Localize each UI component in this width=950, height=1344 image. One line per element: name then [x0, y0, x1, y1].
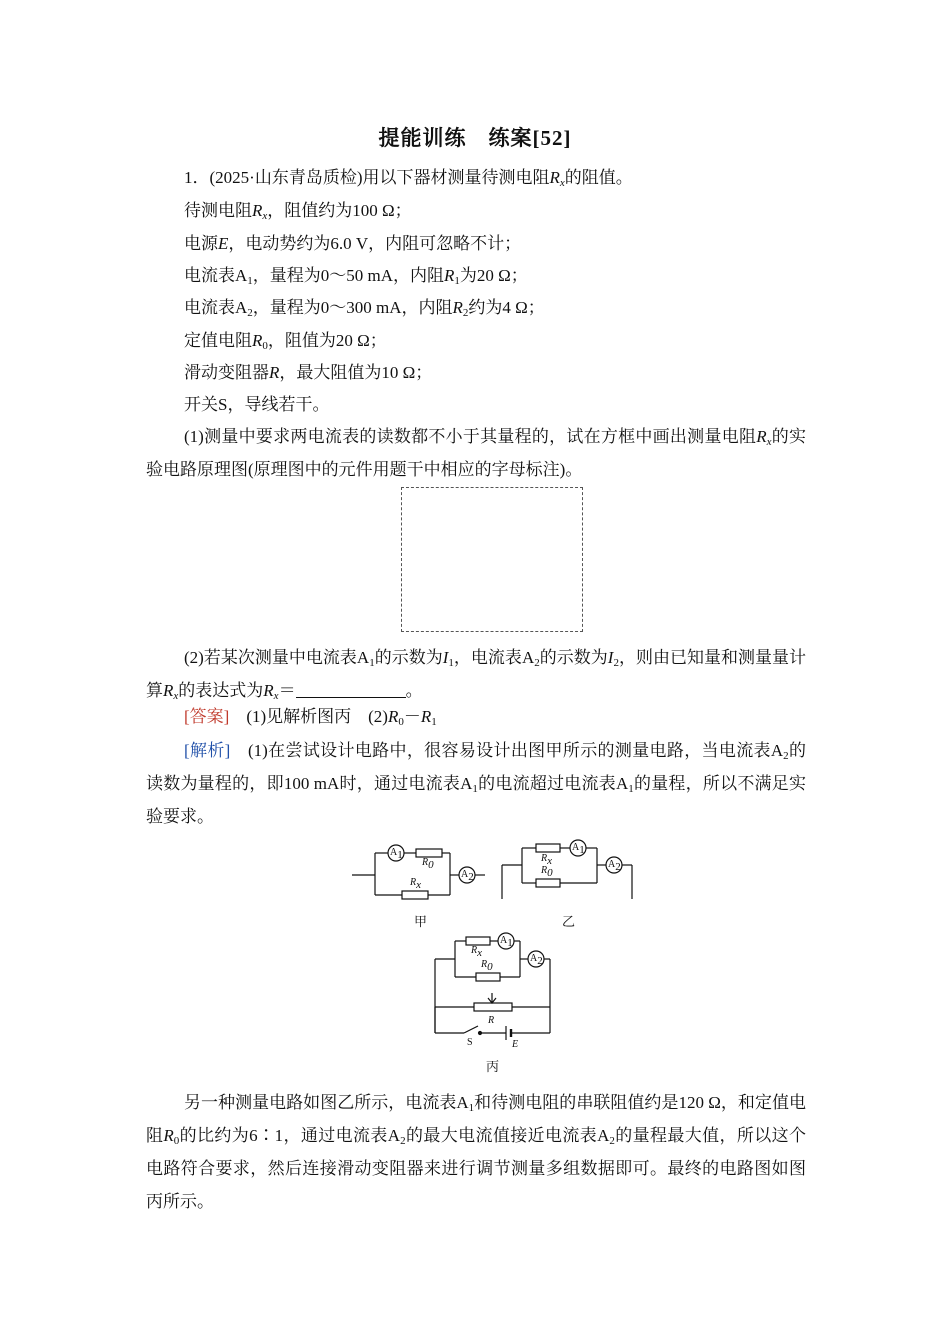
ammeter-label: $A_1$ — [500, 935, 513, 949]
source-label: E — [512, 1039, 519, 1050]
ammeter-label: $A_2$ — [530, 953, 543, 967]
resistor-label: $R_0$ — [541, 865, 553, 879]
answer-tag: [答案] — [184, 707, 230, 726]
rheostat-label: R — [488, 1015, 495, 1026]
resistor-label: $R_x$ — [471, 945, 482, 959]
answer-drawing-box[interactable] — [401, 487, 583, 632]
resistor-label: $R_x$ — [541, 853, 552, 867]
material-item: 开关S，导线若干。 — [184, 395, 330, 414]
figure-caption-bing: 丙 — [486, 1059, 500, 1074]
analysis-paragraph: [解析] (1)在尝试设计电路中，很容易设计出图甲所示的测量电路，当电流表$A_2$的读数为量程的，即100 mA时，通过电流表$A_1$的电流超过电流表$A_1$的量程，所以不满足实验要求。 — [146, 741, 807, 826]
material-item: 电流表$A_2$，量程为0～300 mA，内阻$R_2$约为4 Ω； — [184, 298, 545, 319]
material-item: 滑动变阻器R，最大阻值为10 Ω； — [184, 363, 433, 382]
resistor-label: $R_x$ — [410, 877, 421, 891]
analysis-tag: [解析] — [184, 741, 231, 760]
resistor-label: $R_0$ — [422, 857, 434, 871]
question-1-stem: 1．(2025·山东青岛质检)用以下器材测量待测电阻$R_x$的阻值。 — [184, 168, 633, 189]
part-1-question: (1)测量中要求两电流表的读数都不小于其量程的，试在方框中画出测量电阻$R_x$的实验电路原理图(原理图中的元件用题干中相应的字母标注)。 — [146, 427, 807, 479]
page-title: 提能训练 练案[52] — [378, 126, 572, 150]
material-item: 电源E，电动势约为6.0 V，内阻可忽略不计； — [184, 234, 522, 253]
answer-blank[interactable] — [296, 681, 406, 698]
resistor-label: $R_0$ — [481, 959, 493, 973]
material-item: 定值电阻$R_0$，阻值为20 Ω； — [184, 331, 387, 352]
ammeter-label: $A_1$ — [390, 847, 403, 861]
figure-labels — [0, 835, 950, 1095]
ammeter-label: $A_1$ — [572, 842, 585, 856]
switch-label: S — [467, 1037, 473, 1048]
figure-caption-jia: 甲 — [414, 914, 428, 929]
figure-caption-yi: 乙 — [562, 914, 576, 929]
ammeter-label: $A_2$ — [608, 859, 621, 873]
ammeter-label: $A_2$ — [461, 869, 474, 883]
part-2-question: (2)若某次测量中电流表$A_1$的示数为$I_1$，电流表$A_2$的示数为$I_2$，则由已知量和测量量计算$R_x$的表达式为$R_x=$ 。 — [146, 648, 807, 702]
material-item: 电流表$A_1$，量程为0～50 mA，内阻$R_1$为20 Ω； — [184, 266, 528, 287]
material-item: 待测电阻$R_x$，阻值约为100 Ω； — [184, 201, 412, 222]
answer-line: [答案] (1)见解析图丙 $(2)R_0-R_1$ — [184, 707, 437, 728]
conclusion-paragraph: 另一种测量电路如图乙所示，电流表$A_1$和待测电阻的串联阻值约是120 Ω，和定值电阻$R_0$的比约为6∶1，通过电流表$A_2$的最大电流值接近电流表$A_2$的量程最大值，所以这个电路符合要求，然后连接滑动变阻器来进行调节测量多组数据即可。最终的电路图如图丙所示。 — [146, 1093, 807, 1211]
